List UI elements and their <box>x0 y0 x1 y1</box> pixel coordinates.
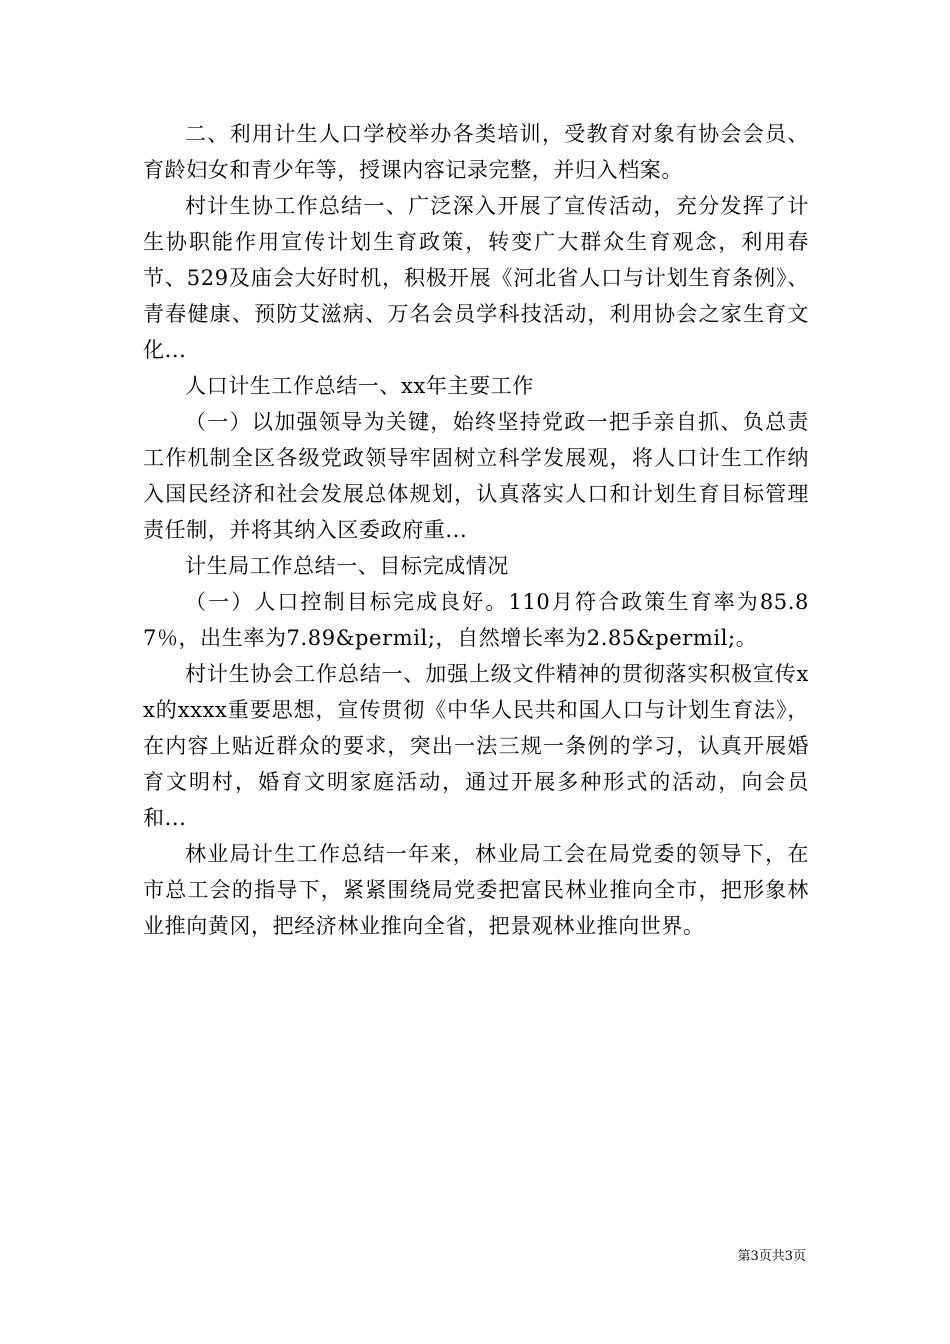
paragraph-population-control: （一）人口控制目标完成良好。110月符合政策生育率为85.87％，出生率为7.89&permil;，自然增长率为2.85&permil;。 <box>143 590 809 650</box>
paragraph-bureau-targets-heading: 计生局工作总结一、目标完成情况 <box>185 554 509 578</box>
page-number: 第3页共3页 <box>737 1249 806 1264</box>
paragraph-village-association-work: 村计生协会工作总结一、加强上级文件精神的贯彻落实积极宣传xx的xxxx重要思想，宣传贯彻《中华人民共和国人口与计划生育法》，在内容上贴近群众的要求，突出一法三规一条例的学习，认真开展婚育文明村，婚育文明家庭活动，通过开展多种形式的活动，向会员和... <box>143 662 809 830</box>
paragraph-village-association-summary: 村计生协工作总结一、广泛深入开展了宣传活动，充分发挥了计生协职能作用宣传计划生育政策，转变广大群众生育观念，利用春节、529及庙会大好时机，积极开展《河北省人口与计划生育条例》、青春健康、预防艾滋病、万名会员学科技活动，利用协会之家生育文化... <box>143 194 809 362</box>
paragraph-leadership: （一）以加强领导为关键，始终坚持党政一把手亲自抓、负总责工作机制全区各级党政领导牢固树立科学发展观，将人口计生工作纳入国民经济和社会发展总体规划，认真落实人口和计划生育目标管理责任制，并将其纳入区委政府重... <box>143 410 809 542</box>
paragraph-population-work-heading: 人口计生工作总结一、xx年主要工作 <box>185 374 534 398</box>
paragraph-training: 二、利用计生人口学校举办各类培训，受教育对象有协会会员、育龄妇女和青少年等，授课内容记录完整，并归入档案。 <box>143 122 809 182</box>
document-body <box>143 116 809 944</box>
paragraph-forestry-bureau: 林业局计生工作总结一年来，林业局工会在局党委的领导下，在市总工会的指导下，紧紧围绕局党委把富民林业推向全市，把形象林业推向黄冈，把经济林业推向全省，把景观林业推向世界。 <box>143 842 809 938</box>
